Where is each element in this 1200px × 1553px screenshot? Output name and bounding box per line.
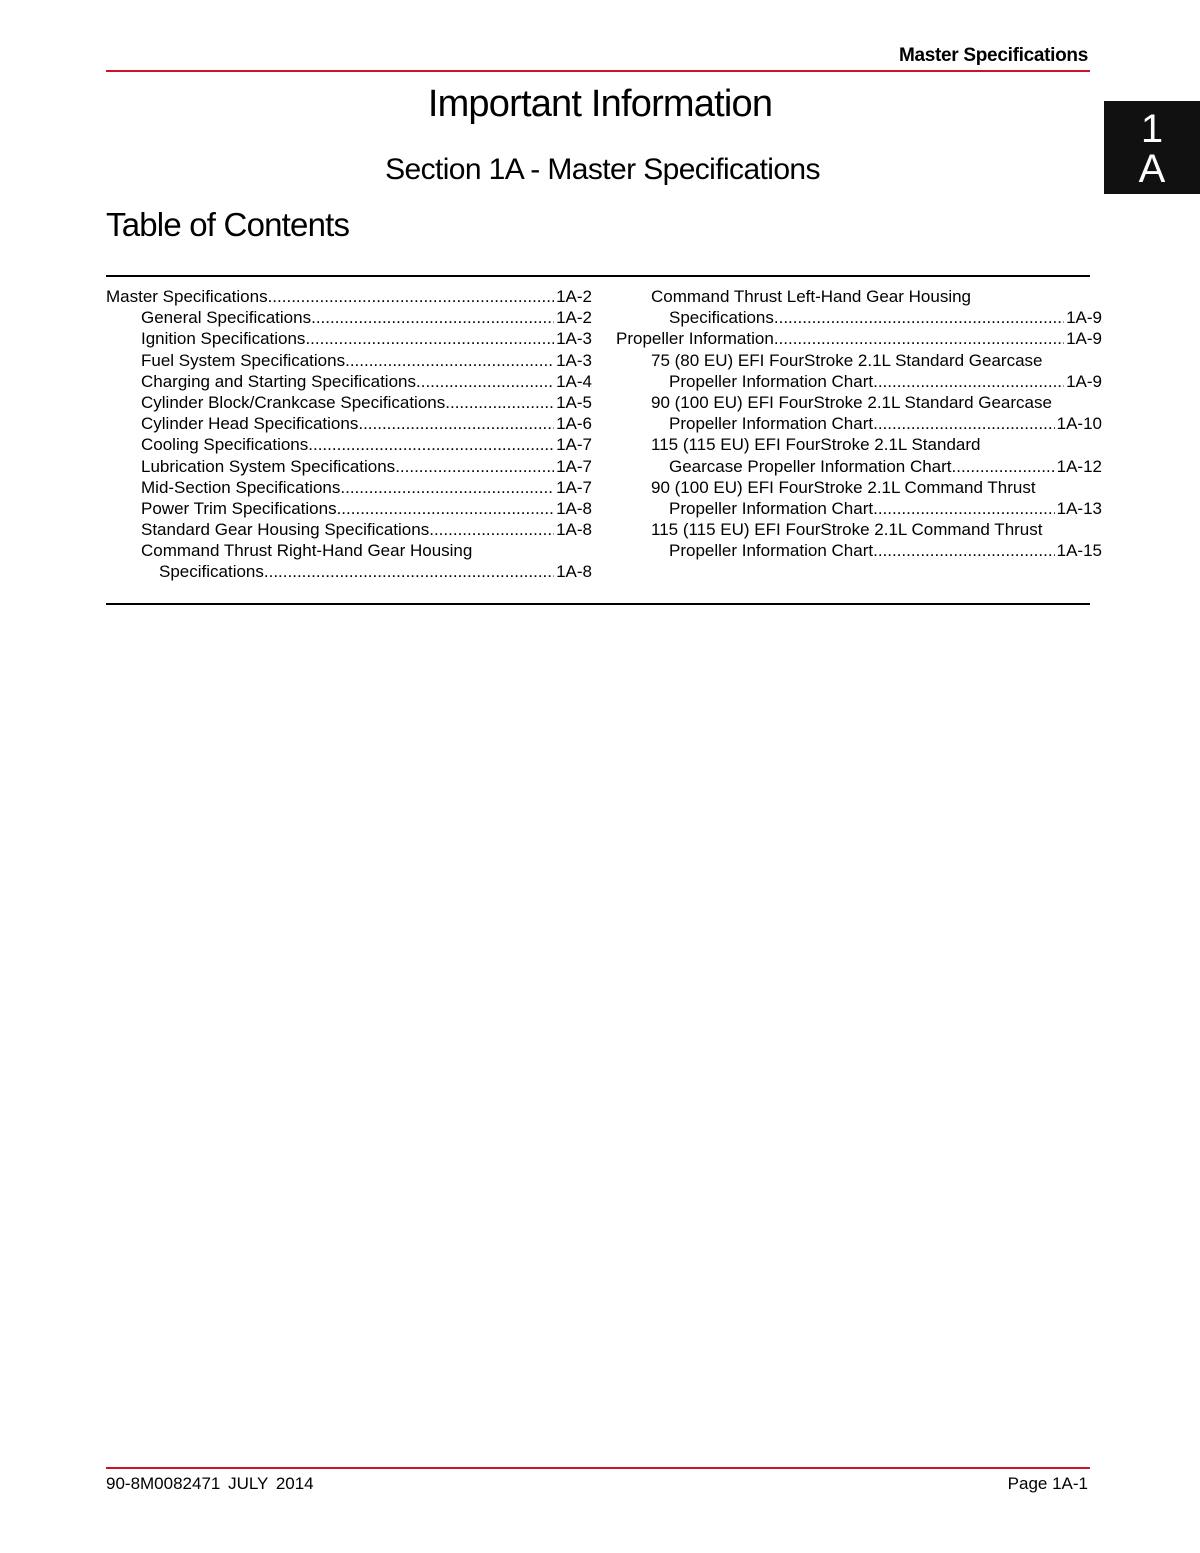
toc-entry-continued[interactable]: 90 (100 EU) EFI FourStroke 2.1L Command Thrust	[651, 477, 1036, 497]
header-rule	[106, 70, 1090, 72]
toc-entry[interactable]: Power Trim Specifications ..... 1A-8	[106, 498, 592, 519]
toc-entry-continued[interactable]: 115 (115 EU) EFI FourStroke 2.1L Command Thrust	[651, 520, 1043, 540]
footer-rule	[106, 1467, 1090, 1469]
toc-entry-continued[interactable]: 115 (115 EU) EFI FourStroke 2.1L Standard	[651, 435, 981, 455]
footer-doc-number: 90-8M0082471 JULY 2014	[106, 1474, 314, 1493]
toc-entry[interactable]: Master Specifications ..... 1A-2	[106, 286, 592, 307]
toc-entry[interactable]: Propeller Information Chart ..... 1A-9	[616, 371, 1102, 392]
toc-entry[interactable]: Propeller Information Chart ..... 1A-13	[616, 498, 1102, 519]
toc-entry[interactable]: Cooling Specifications ..... 1A-7	[106, 434, 592, 455]
running-header-title: Master Specifications	[898, 45, 1088, 66]
toc-entry[interactable]: Standard Gear Housing Specifications ..... 1A-8	[106, 519, 592, 540]
footer-page-label: Page 1A-1	[1007, 1474, 1088, 1493]
toc-entry[interactable]: Fuel System Specifications ..... 1A-3	[106, 350, 592, 371]
toc-entry-continued[interactable]: Command Thrust Right-Hand Gear Housing	[141, 541, 473, 561]
section-tab-letter: A	[1138, 147, 1166, 191]
toc-entry[interactable]: Propeller Information ..... 1A-9	[616, 328, 1102, 349]
toc-entry[interactable]: Charging and Starting Specifications ..... 1A-4	[106, 371, 592, 392]
toc-entry[interactable]: Ignition Specifications ..... 1A-3	[106, 328, 592, 349]
toc-entry[interactable]: Lubrication System Specifications ..... 1A-7	[106, 456, 592, 477]
toc-right-column	[616, 286, 1102, 561]
toc-left-column	[106, 286, 592, 583]
toc-entry[interactable]: Gearcase Propeller Information Chart ..... 1A-12	[616, 456, 1102, 477]
toc-entry[interactable]: Propeller Information Chart ..... 1A-10	[616, 413, 1102, 434]
page-title: Important Information	[427, 83, 773, 125]
toc-heading: Table of Contents	[106, 206, 350, 243]
toc-entry-continued[interactable]: Command Thrust Left-Hand Gear Housing	[651, 287, 972, 306]
toc-entry[interactable]: Cylinder Block/Crankcase Specifications ..... 1A-5	[106, 392, 592, 413]
toc-entry[interactable]: Cylinder Head Specifications ..... 1A-6	[106, 413, 592, 434]
section-subtitle: Section 1A - Master Specifications	[385, 153, 820, 186]
toc-entry[interactable]: Propeller Information Chart ..... 1A-15	[616, 540, 1102, 561]
section-tab-number: 1	[1140, 107, 1164, 151]
toc-entry-continued[interactable]: 90 (100 EU) EFI FourStroke 2.1L Standard Gearcase	[651, 392, 1052, 412]
toc-entry[interactable]: Specifications ..... 1A-9	[616, 307, 1102, 328]
toc-bottom-rule	[106, 603, 1090, 605]
toc-entry-continued[interactable]: 75 (80 EU) EFI FourStroke 2.1L Standard Gearcase	[651, 350, 1043, 370]
toc-entry[interactable]: General Specifications ..... 1A-2	[106, 307, 592, 328]
toc-entry[interactable]: Mid-Section Specifications ..... 1A-7	[106, 477, 592, 498]
toc-top-rule	[106, 275, 1090, 277]
toc-entry[interactable]: Specifications ..... 1A-8	[106, 561, 592, 582]
